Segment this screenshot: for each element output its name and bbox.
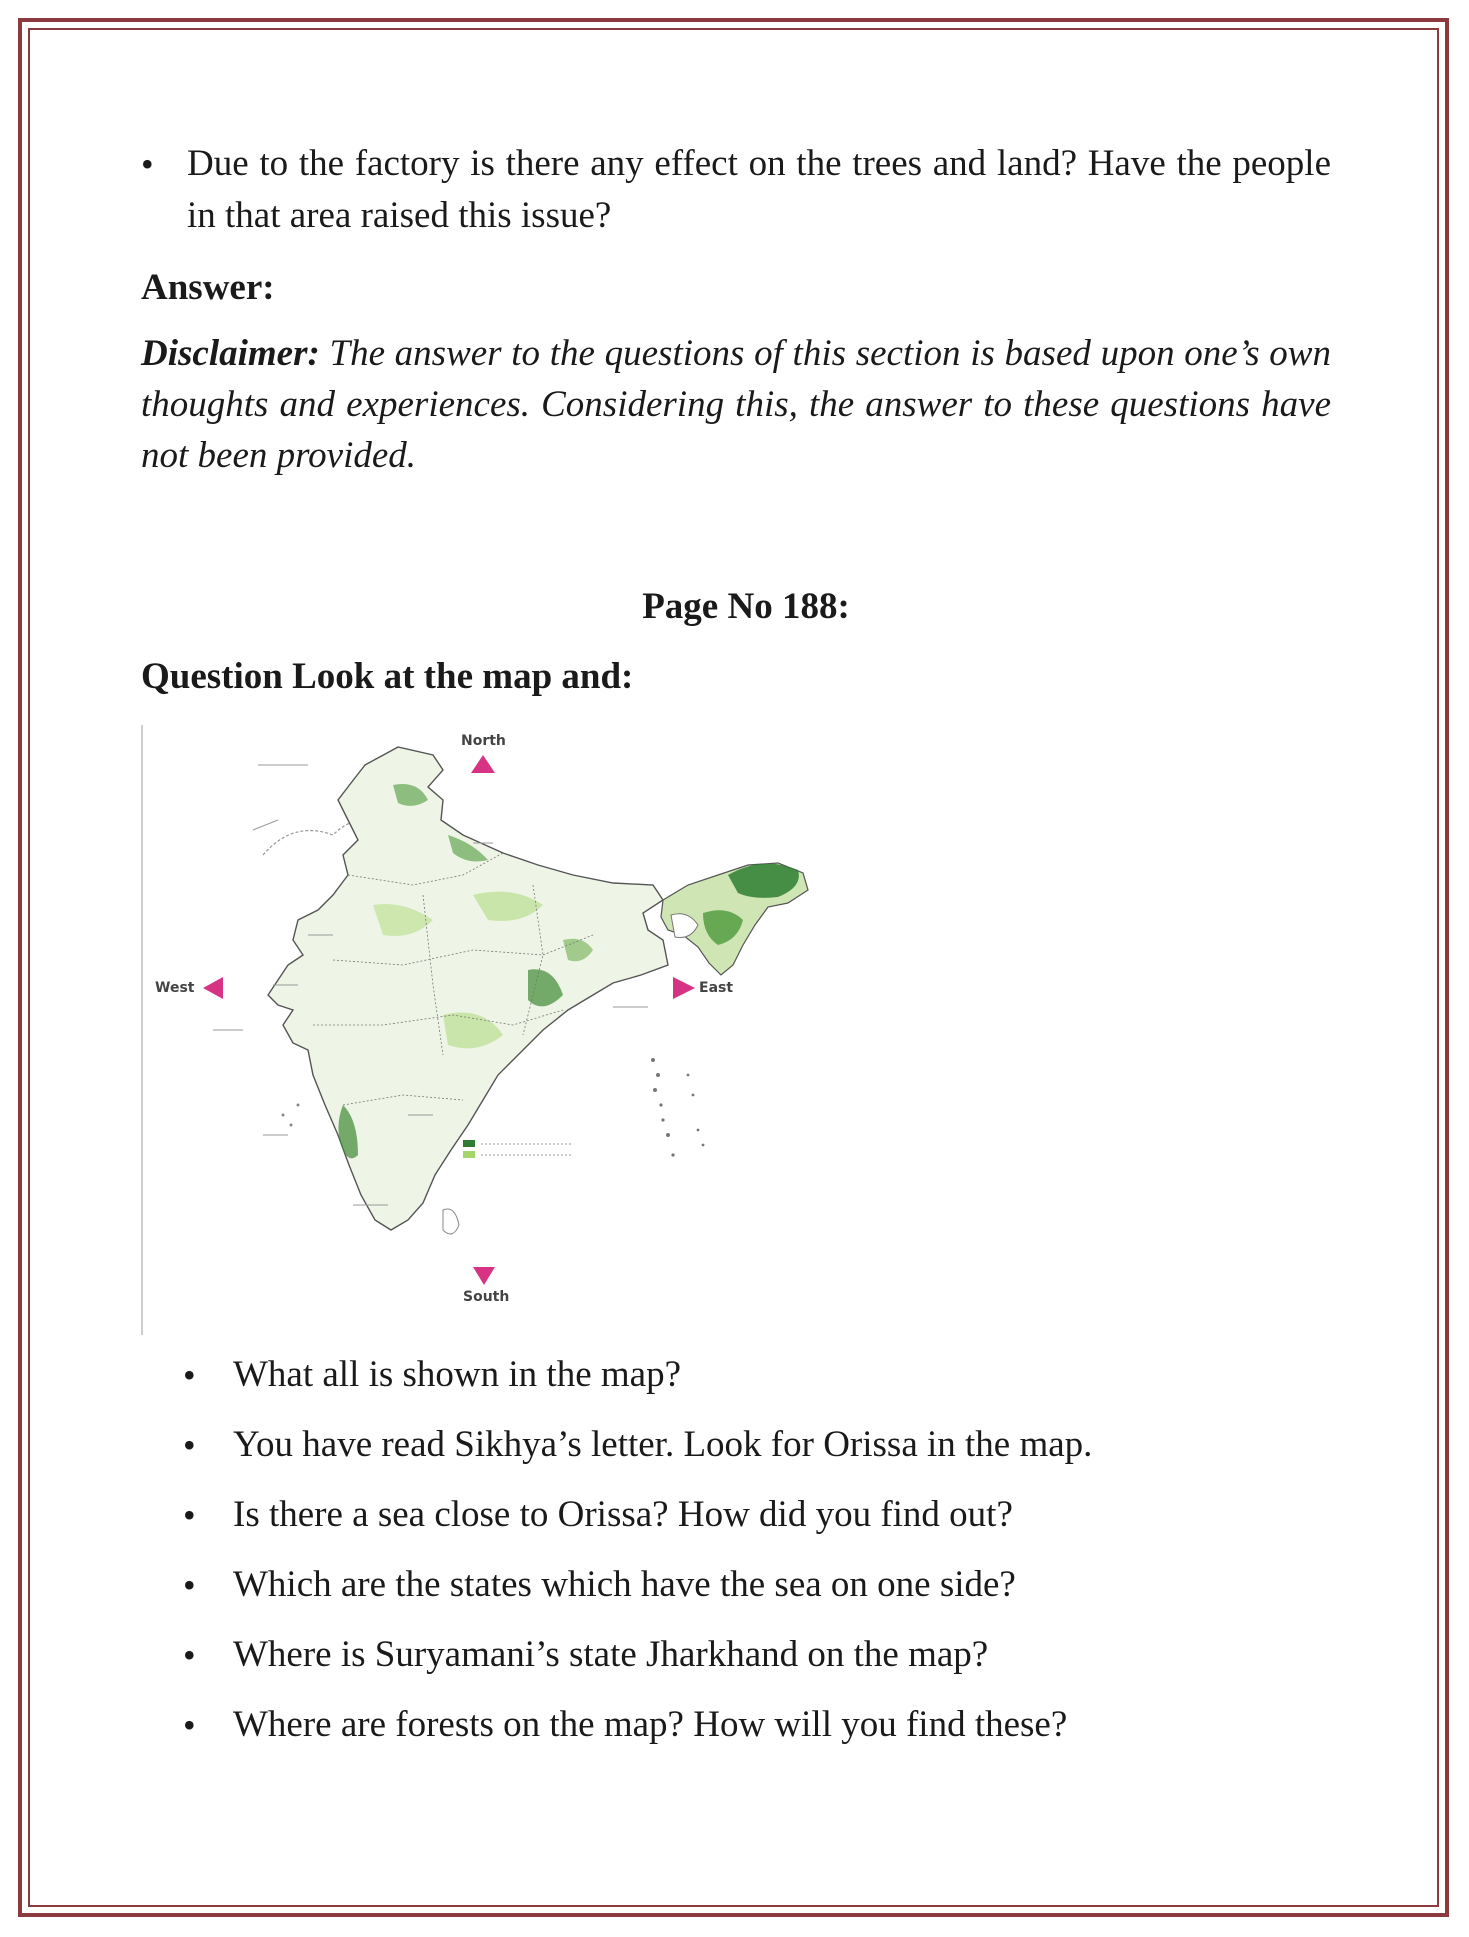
bullet-icon: • <box>141 144 154 184</box>
south-label: South <box>463 1289 510 1305</box>
bullet-icon: • <box>183 1355 196 1395</box>
question-text: Where is Suryamani’s state Jharkhand on the map? <box>233 1634 989 1675</box>
north-arrow-icon <box>471 755 495 773</box>
question-title: Question Look at the map and: <box>141 656 634 697</box>
list-item <box>183 1559 1331 1611</box>
question-text: Where are forests on the map? How will you find these? <box>233 1704 1068 1745</box>
legend-dense-forest-swatch <box>463 1140 475 1147</box>
disclaimer <box>141 328 1331 481</box>
list-item <box>183 1629 1331 1681</box>
india-forest-map <box>141 725 863 1335</box>
west-label: West <box>155 980 195 996</box>
list-item <box>183 1699 1331 1751</box>
north-label: North <box>461 733 506 749</box>
question-text: Is there a sea close to Orissa? How did you find out? <box>233 1494 1013 1535</box>
intro-question-item <box>141 138 1331 242</box>
sri-lanka-island <box>443 1209 459 1234</box>
legend-open-forest-swatch <box>463 1151 475 1158</box>
bullet-icon: • <box>183 1635 196 1675</box>
bullet-icon: • <box>183 1705 196 1745</box>
page-content <box>141 138 1331 1769</box>
question-text: You have read Sikhya’s letter. Look for Orissa in the map. <box>233 1424 1093 1465</box>
question-list <box>141 1349 1331 1751</box>
india-map-graphic <box>143 725 863 1335</box>
east-label: East <box>699 980 734 996</box>
page-number-heading: Page No 188: <box>642 586 850 627</box>
question-text: Which are the states which have the sea on one side? <box>233 1564 1016 1605</box>
intro-question-text: Due to the factory is there any effect on the trees and land? Have the people in that area raised this issue? <box>187 143 1331 236</box>
bullet-icon: • <box>183 1495 196 1535</box>
list-item <box>183 1419 1331 1471</box>
disclaimer-text: The answer to the questions of this section is based upon one’s own thoughts and experiences. Considering this, the answer to these questions have not been provided. <box>141 333 1331 476</box>
andaman-nicobar-islands <box>651 1058 704 1157</box>
south-arrow-icon <box>473 1267 495 1285</box>
bullet-icon: • <box>183 1425 196 1465</box>
question-text: What all is shown in the map? <box>233 1354 682 1395</box>
west-arrow-icon <box>203 977 223 999</box>
answer-label: Answer: <box>141 267 275 308</box>
list-item <box>183 1349 1331 1401</box>
disclaimer-label: Disclaimer: <box>141 333 320 374</box>
list-item <box>183 1489 1331 1541</box>
east-arrow-icon <box>673 977 695 999</box>
bullet-icon: • <box>183 1565 196 1605</box>
lakshadweep-islands <box>282 1104 300 1127</box>
